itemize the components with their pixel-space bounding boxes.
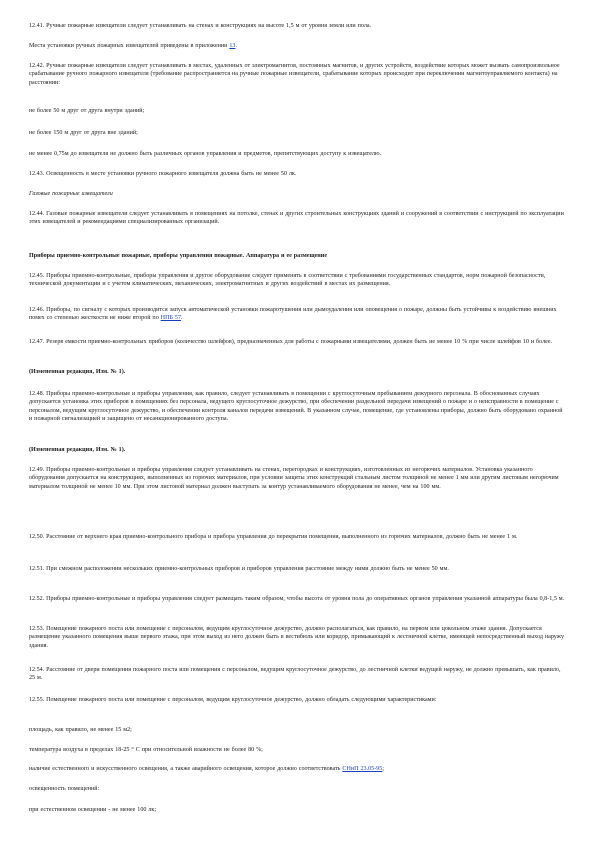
paragraph-12-46 bbox=[29, 306, 567, 323]
paragraph-12-55: 12.55. Помещение пожарного поста или помещение с персоналом, ведущим круглосуточное дежурство, должно обладать следующими характеристиками: bbox=[29, 697, 437, 703]
paragraph-natural-light: при естественном освещении - не менее 100 лк; bbox=[29, 807, 157, 813]
paragraph-appendix-ref bbox=[29, 42, 567, 50]
paragraph-distance-outside: не более 150 м друг от друга вне зданий; bbox=[29, 130, 138, 136]
paragraph-12-51: 12.51. При смежном расположении нескольких приемно-контрольных приборов и приборов управления расстояние между ними должно быть не менее 50 мм. bbox=[29, 566, 449, 572]
paragraph-12-53: 12.53. Помещение пожарного поста или помещение с персоналом, ведущим круглосуточное дежурство, должно располагаться, как правило, на первом или цокольном этаже здания. Допускается размещение указанного помещения выше первого этажа, при этом выход из него должен быть в вестибюль или коридор, примыкающий к лестничной клетке, имеющей непосредственный выход наружу здания. bbox=[29, 626, 565, 649]
paragraph-12-43: 12.43. Освещенность в месте установки ручного пожарного извещателя должна быть не менее 50 лк. bbox=[29, 171, 297, 177]
paragraph-room-area: площадь, как правило, не менее 15 м2; bbox=[29, 727, 132, 733]
paragraph-12-48: 12.48. Приборы приемно-контрольные и приборы управления, как правило, следует устанавливать в помещении с круглосуточным пребыванием дежурного персонала. В обоснованных случаях допускается установка этих приборов в помещениях без персонала, ведущего круглосуточное дежурство, при обеспечении раздельной передачи извещений о пожаре и о неисправности в помещение с персоналом, ведущим круглосуточное дежурство, и обеспечении контроля каналов передачи извещений. В указанном случае, помещение, где установлены приборы, должно быть оборудовано охранной и пожарной сигнализацией и защищено от несанкционированного доступа. bbox=[29, 391, 563, 423]
paragraph-tail: . bbox=[181, 315, 183, 322]
paragraph-text: наличие естественного и искусственного освещения, а также аварийного освещения, которое должно соответствовать bbox=[29, 766, 343, 772]
paragraph-12-54: 12.54. Расстояние от двери помещения пожарного поста или помещения с персоналом, ведущим круглосуточное дежурство, до лестничной клетки ведущей наружу, не должно превышать, как правило, 25 м. bbox=[29, 667, 561, 682]
paragraph-tail: . bbox=[235, 43, 237, 49]
appendix-13-link[interactable]: 13 bbox=[229, 43, 236, 49]
paragraph-clearance: не менее 0,75м до извещателя не должно быть различных органов управления и предметов, препятствующих доступу к извещателю. bbox=[29, 151, 382, 157]
paragraph-12-49: 12.49. Приборы приемно-контрольные и приборы управления следует устанавливать на стенах, перегородках и конструкциях, изготовленных из негорючих материалов. Установка указанного оборудования допускается на конструкциях, выполненных из горючих материалов, при условии защиты этих конструкций стальным листом толщиной не менее 1 мм или другим листовым негорючим материалом толщиной не менее 10 мм. При этом листовой материал должен выступать за контур устанавливаемого оборудования не менее, чем на 100 мм. bbox=[29, 467, 559, 490]
paragraph-tail: ; bbox=[382, 766, 384, 772]
paragraph-distance-inside: не более 50 м друг от друга внутри зданий; bbox=[29, 108, 145, 114]
paragraph-text: Места установки ручных пожарных извещателей приведены в приложении bbox=[29, 43, 230, 49]
amendment-note: (Измененная редакция, Изм. № 1). bbox=[29, 369, 126, 375]
paragraph-temperature: температура воздуха в пределах 18-25 ° С при относительной влажности не более 80 %; bbox=[29, 747, 263, 753]
amendment-note: (Измененная редакция, Изм. № 1). bbox=[29, 447, 126, 453]
paragraph-12-45: 12.45. Приборы приемно-контрольные, приборы управления и другое оборудование следует применять в соответствии с требованиями государственных стандартов, норм пожарной безопасности, технической документации и с учетом климатических, механических, электромагнитных и других воздействий в местах их размещения. bbox=[29, 273, 546, 288]
paragraph-12-41: 12.41. Ручные пожарные извещатели следует устанавливать на стенах и конструкциях на высоте 1,5 м от уровня земли или пола. bbox=[29, 23, 372, 29]
paragraph-12-50: 12.50. Расстояние от верхнего края приемно-контрольного прибора и прибора управления до перекрытия помещения, выполненного из горючих материалов, должно быть не менее 1 м. bbox=[29, 534, 518, 540]
paragraph-12-42: 12.42. Ручные пожарные извещатели следует устанавливать в местах, удаленных от электромагнитов, постоянных магнитов, и других устройств, воздействие которых может вызвать самопроизвольное срабатывание ручного пожарного извещателя (требование распространяется на ручные пожарные извещатели, срабатывание которых происходит при переключении магнитоуправляемого контакта) на расстоянии: bbox=[29, 63, 560, 86]
paragraph-12-44: 12.44. Газовые пожарные извещатели следует устанавливать в помещениях на потолке, стенах и других строительных конструкциях зданий и сооружений в соответствии с инструкцией по эксплуатации этих извещателей и рекомендациями специализированных организаций. bbox=[29, 211, 564, 226]
section-heading-gas-detectors: Газовые пожарные извещатели bbox=[29, 191, 113, 197]
paragraph-illuminance: освещенность помещений: bbox=[29, 786, 100, 792]
npb-57-link[interactable]: НПБ 57 bbox=[160, 315, 181, 322]
section-heading-control-panels: Приборы приемно-контрольные пожарные, приборы управления пожарные. Аппаратура и ее размещение bbox=[29, 253, 328, 259]
paragraph-text: 12.46. Приборы, по сигналу с которых производится запуск автоматической установки пожаротушения или дымоудаления или оповещения о пожаре, должны быть устойчивы к воздействию внешних помех со степенью жесткости не ниже второй по bbox=[29, 307, 557, 322]
paragraph-12-47: 12.47. Резерв емкости приемно-контрольных приборов (количество шлейфов), предназначенных для работы с пожарными извещателями, должен быть не менее 10 % при числе шлейфов 10 и более. bbox=[29, 339, 553, 345]
snip-23-05-95-link[interactable]: СНиП 23.05-95 bbox=[342, 766, 383, 772]
paragraph-lighting bbox=[29, 765, 567, 773]
paragraph-12-52: 12.52. Приборы приемно-контрольные и приборы управления следует размещать таким образом, чтобы высота от уровня пола до оперативных органов управления указанной аппаратуры была 0,8-1,5 м. bbox=[29, 596, 565, 602]
